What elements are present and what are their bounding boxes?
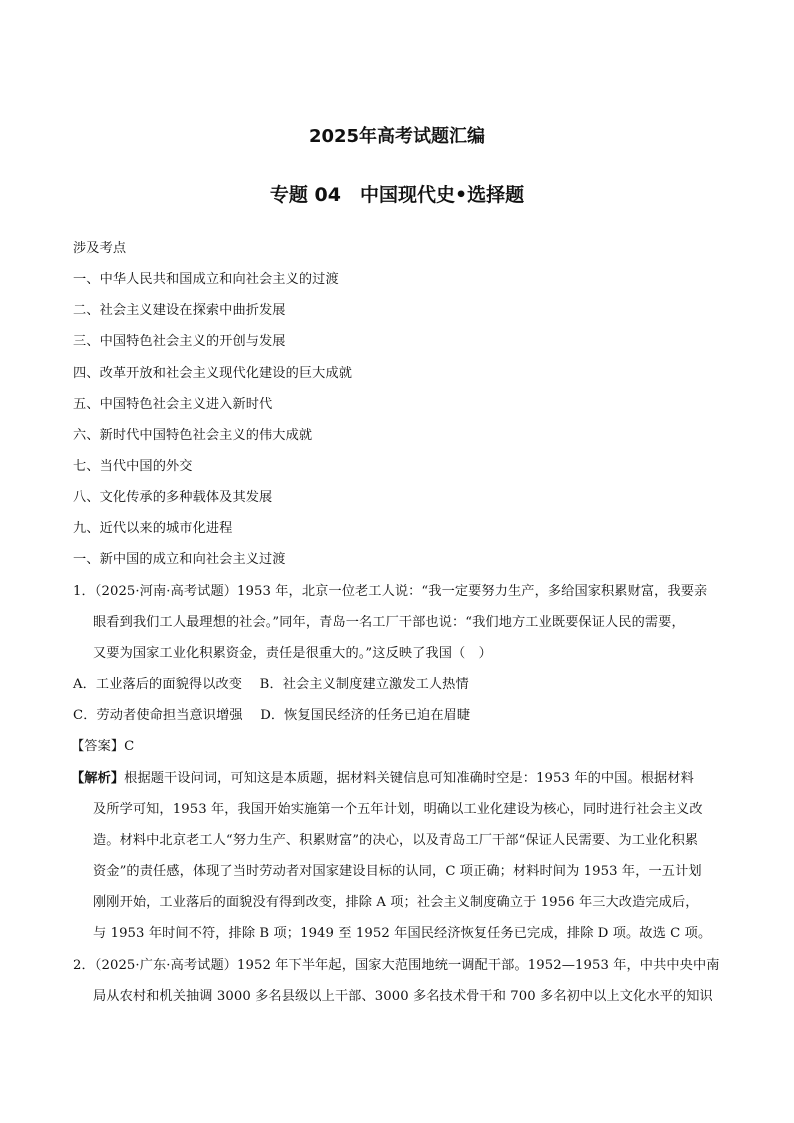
topics-heading: 涉及考点: [73, 241, 127, 256]
topic-item: 四、改革开放和社会主义现代化建设的巨大成就: [73, 366, 353, 381]
section-title: 一、新中国的成立和向社会主义过渡: [73, 552, 286, 567]
question-2-line: 局从农村和机关抽调 3000 多名县级以上干部、3000 多名技术骨干和 700 多名初中以上文化水平的知识: [93, 989, 713, 1004]
topic-item: 一、中华人民共和国成立和向社会主义的过渡: [73, 272, 339, 287]
document-subtitle: 专题 04 中国现代史•选择题: [269, 184, 525, 206]
question-2-line: 2．（2025·广东·高考试题）1952 年下半年起，国家大范围地统一调配干部。1952—1953 年，中共中央中南: [73, 958, 720, 973]
question-1-analysis-line: 资金”的责任感，体现了当时劳动者对国家建设目标的认同，C 项正确；材料时间为 1953 年，一五计划: [93, 864, 702, 879]
document-title: 2025年高考试题汇编: [308, 126, 486, 147]
question-1-options: C．劳动者使命担当意识增强 D．恢复国民经济的任务已迫在眉睫: [73, 708, 471, 723]
question-1-analysis: [71, 771, 694, 787]
topic-item: 九、近代以来的城市化进程: [73, 521, 233, 536]
question-1-line: 眼看到我们工人最理想的社会。”同年，青岛一名工厂干部也说：“我们地方工业既要保证人民的需要，: [93, 615, 685, 630]
analysis-text: 根据题干设问词，可知这是本质题，据材料关键信息可知准确时空是：1953 年的中国。根据材料: [124, 771, 694, 786]
topic-item: 五、中国特色社会主义进入新时代: [73, 397, 273, 412]
question-1-analysis-line: 造。材料中北京老工人“努力生产、积累财富”的决心，以及青岛工厂干部“保证人民需要、为工业化积累: [93, 833, 699, 848]
topic-item: 六、新时代中国特色社会主义的伟大成就: [73, 428, 313, 443]
topic-item: 七、当代中国的外交: [73, 459, 193, 474]
question-1-analysis-line: 刚刚开始，工业落后的面貌没有得到改变，排除 A 项；社会主义制度确立于 1956 年三大改造完成后，: [93, 895, 699, 910]
question-1-answer: 【答案】C: [71, 739, 135, 754]
question-1-analysis-line: 及所学可知，1953 年，我国开始实施第一个五年计划，明确以工业化建设为核心，同时进行社会主义改: [93, 802, 703, 817]
question-1-analysis-line: 与 1953 年时间不符，排除 B 项；1949 至 1952 年国民经济恢复任务已完成，排除 D 项。故选 C 项。: [93, 926, 712, 941]
analysis-label: 【解析】: [71, 771, 125, 786]
topic-item: 八、文化传承的多种载体及其发展: [73, 490, 273, 505]
question-1-line: 又要为国家工业化积累资金，责任是很重大的。”这反映了我国（ ）: [93, 646, 492, 661]
question-1-line: 1．（2025·河南·高考试题）1953 年，北京一位老工人说：“我一定要努力生产，多给国家积累财富，我要亲: [73, 584, 708, 599]
topic-item: 二、社会主义建设在探索中曲折发展: [73, 303, 286, 318]
question-1-options: A．工业落后的面貌得以改变 B．社会主义制度建立激发工人热情: [73, 677, 469, 692]
topic-item: 三、中国特色社会主义的开创与发展: [73, 334, 286, 349]
